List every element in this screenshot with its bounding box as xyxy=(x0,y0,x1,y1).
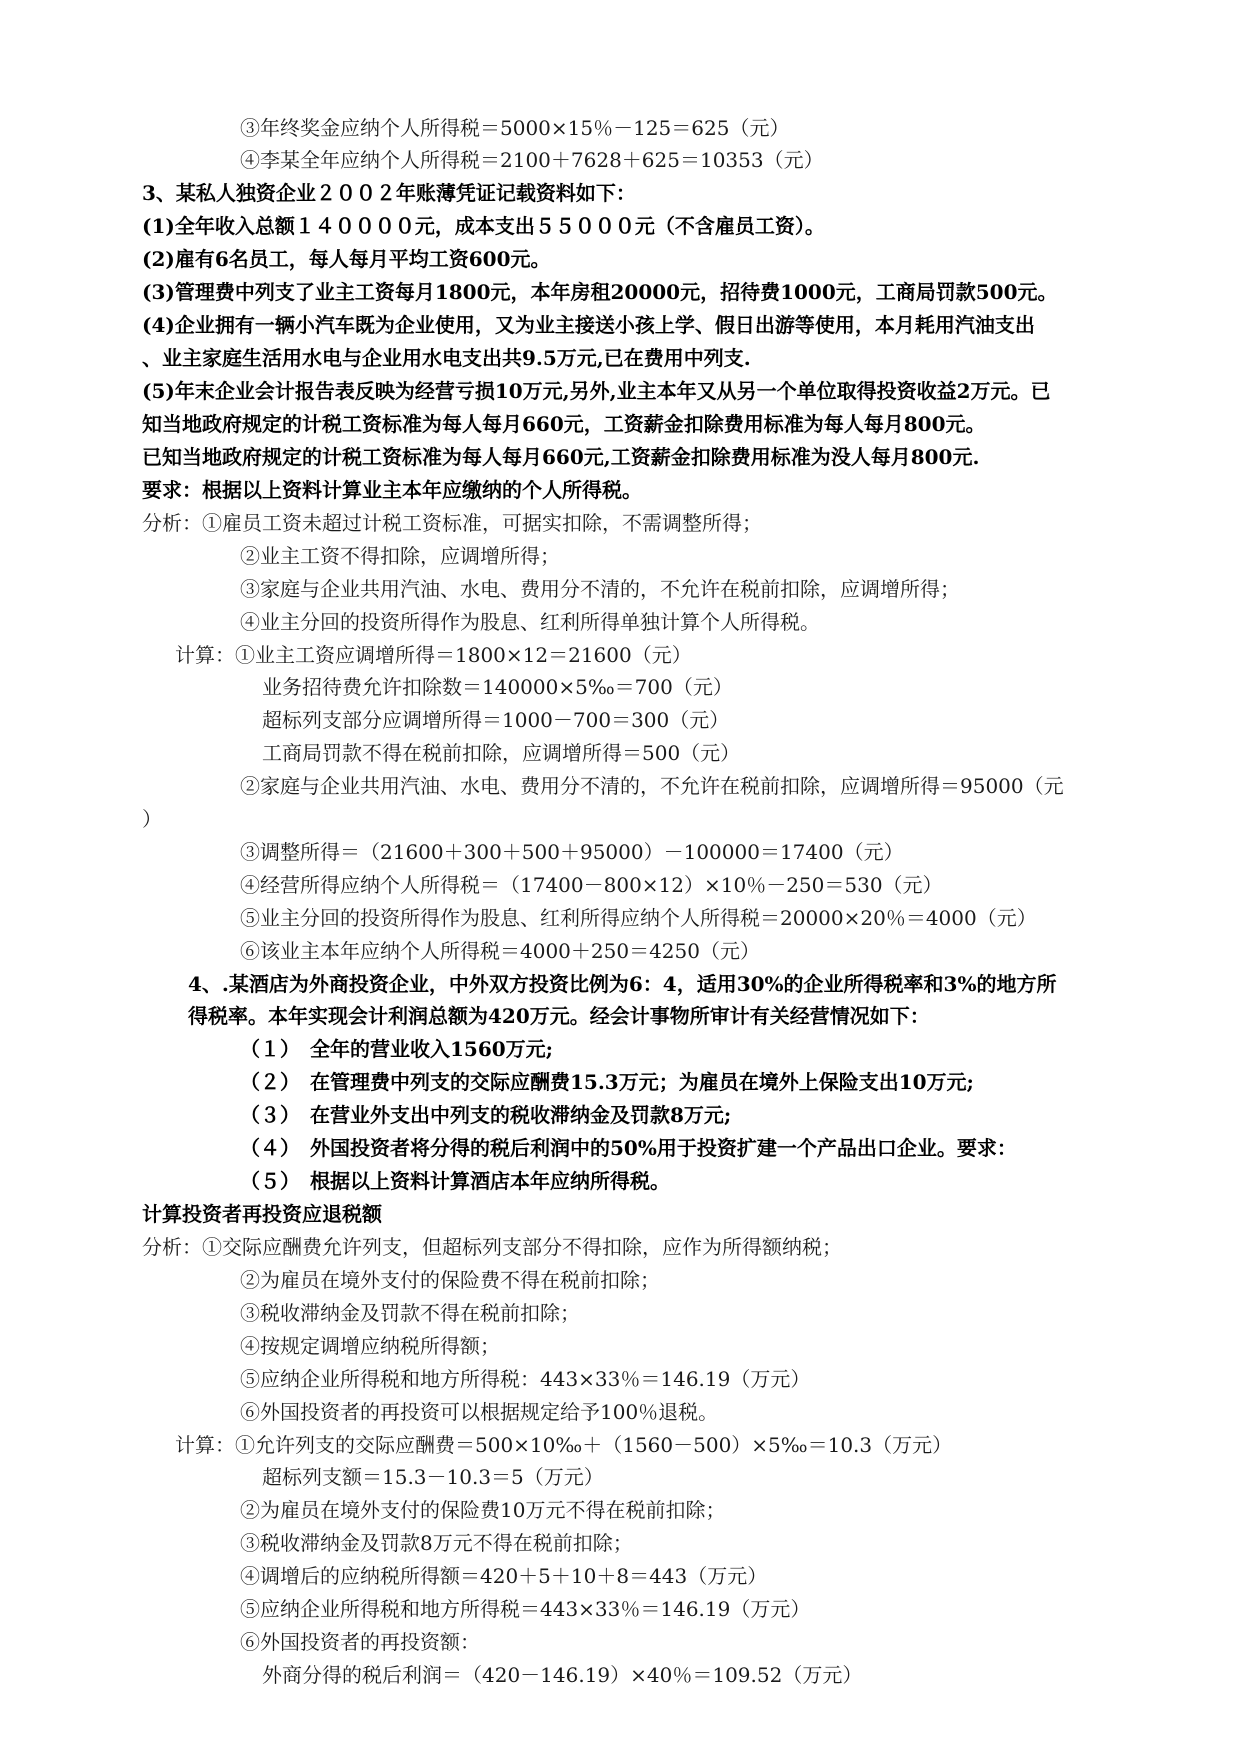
text-line: ⑥外国投资者的再投资可以根据规定给予100％退税。 xyxy=(240,1400,719,1424)
text-line: ③家庭与企业共用汽油、水电、费用分不清的，不允许在税前扣除，应调增所得； xyxy=(240,577,960,601)
text-line: ④李某全年应纳个人所得税＝2100＋7628＋625＝10353（元） xyxy=(240,148,824,172)
text-line: ⑥该业主本年应纳个人所得税＝4000＋250＝4250（元） xyxy=(240,939,760,963)
text-line: ②业主工资不得扣除，应调增所得； xyxy=(240,544,560,568)
text-line: ③税收滞纳金及罚款8万元不得在税前扣除； xyxy=(240,1531,633,1555)
text-line: ③年终奖金应纳个人所得税＝5000×15％－125＝625（元） xyxy=(240,116,790,140)
text-line: ⑤应纳企业所得税和地方所得税＝443×33％＝146.19（万元） xyxy=(240,1597,811,1621)
text-line: ） xyxy=(142,807,162,831)
text-line: ④经营所得应纳个人所得税＝（17400－800×12）×10％－250＝530（元） xyxy=(240,873,943,897)
text-line: (1)全年收入总额１４００００元，成本支出５５０００元（不含雇员工资）。 xyxy=(142,214,825,238)
text-line: 4、.某酒店为外商投资企业，中外双方投资比例为6：4，适用30%的企业所得税率和3%的地方所 xyxy=(188,972,1057,996)
text-line: 知当地政府规定的计税工资标准为每人每月660元，工资薪金扣除费用标准为每人每月800元。 xyxy=(142,412,986,436)
text-line: ③税收滞纳金及罚款不得在税前扣除； xyxy=(240,1301,580,1325)
text-line: ④业主分回的投资所得作为股息、红利所得单独计算个人所得税。 xyxy=(240,610,820,634)
text-line: 3、某私人独资企业２００２年账薄凭证记载资料如下： xyxy=(142,181,636,205)
text-line: ⑥外国投资者的再投资额： xyxy=(240,1630,480,1654)
text-line: 超标列支部分应调增所得＝1000－700＝300（元） xyxy=(262,708,730,732)
text-line: 计算：①业主工资应调增所得＝1800×12＝21600（元） xyxy=(175,643,692,667)
text-line: （５） 根据以上资料计算酒店本年应纳所得税。 xyxy=(240,1169,670,1193)
text-line: 分析：①交际应酬费允许列支，但超标列支部分不得扣除，应作为所得额纳税； xyxy=(142,1235,842,1259)
text-line: ⑤应纳企业所得税和地方所得税：443×33％＝146.19（万元） xyxy=(240,1367,811,1391)
text-line: 计算：①允许列支的交际应酬费＝500×10‰＋（1560－500）×5‰＝10.3（万元） xyxy=(175,1433,953,1457)
text-line: 外商分得的税后利润＝（420－146.19）×40％＝109.52（万元） xyxy=(262,1663,863,1687)
text-line: (4)企业拥有一辆小汽车既为企业使用，又为业主接送小孩上学、假日出游等使用，本月耗用汽油支出 xyxy=(142,313,1035,337)
text-line: 工商局罚款不得在税前扣除，应调增所得＝500（元） xyxy=(262,741,741,765)
text-line: (3)管理费中列支了业主工资每月1800元，本年房租20000元，招待费1000元，工商局罚款500元。 xyxy=(142,280,1058,304)
text-line: ②为雇员在境外支付的保险费10万元不得在税前扣除； xyxy=(240,1498,726,1522)
text-line: 业务招待费允许扣除数＝140000×5‰＝700（元） xyxy=(262,675,733,699)
text-line: （４） 外国投资者将分得的税后利润中的50%用于投资扩建一个产品出口企业。要求： xyxy=(240,1136,1017,1160)
text-line: ②家庭与企业共用汽油、水电、费用分不清的，不允许在税前扣除，应调增所得＝95000（元 xyxy=(240,774,1064,798)
text-line: 分析：①雇员工资未超过计税工资标准，可据实扣除，不需调整所得； xyxy=(142,511,762,535)
text-line: (5)年末企业会计报告表反映为经营亏损10万元,另外,业主本年又从另一个单位取得投资收益2万元。已 xyxy=(142,379,1051,403)
text-line: ③调整所得＝（21600＋300＋500＋95000）－100000＝17400（元） xyxy=(240,840,904,864)
text-line: ⑤业主分回的投资所得作为股息、红利所得应纳个人所得税＝20000×20％＝4000（元） xyxy=(240,906,1037,930)
text-line: ④调增后的应纳税所得额＝420＋5＋10＋8＝443（万元） xyxy=(240,1564,768,1588)
text-line: （２） 在管理费中列支的交际应酬费15.3万元；为雇员在境外上保险支出10万元; xyxy=(240,1070,974,1094)
text-line: 计算投资者再投资应退税额 xyxy=(142,1202,382,1226)
text-line: 得税率。本年实现会计利润总额为420万元。经会计事物所审计有关经营情况如下： xyxy=(188,1004,930,1028)
text-line: 已知当地政府规定的计税工资标准为每人每月660元,工资薪金扣除费用标准为没人每月800元. xyxy=(142,445,980,469)
text-line: 、业主家庭生活用水电与企业用水电支出共9.5万元,已在费用中列支. xyxy=(142,346,751,370)
text-line: （１） 全年的营业收入1560万元; xyxy=(240,1037,554,1061)
text-line: ②为雇员在境外支付的保险费不得在税前扣除； xyxy=(240,1268,660,1292)
text-line: 超标列支额＝15.3－10.3＝5（万元） xyxy=(262,1465,604,1489)
text-line: (2)雇有6名员工，每人每月平均工资600元。 xyxy=(142,247,551,271)
text-line: 要求：根据以上资料计算业主本年应缴纳的个人所得税。 xyxy=(142,478,642,502)
text-line: ④按规定调增应纳税所得额； xyxy=(240,1334,500,1358)
text-line: （３） 在营业外支出中列支的税收滞纳金及罚款8万元; xyxy=(240,1103,732,1127)
